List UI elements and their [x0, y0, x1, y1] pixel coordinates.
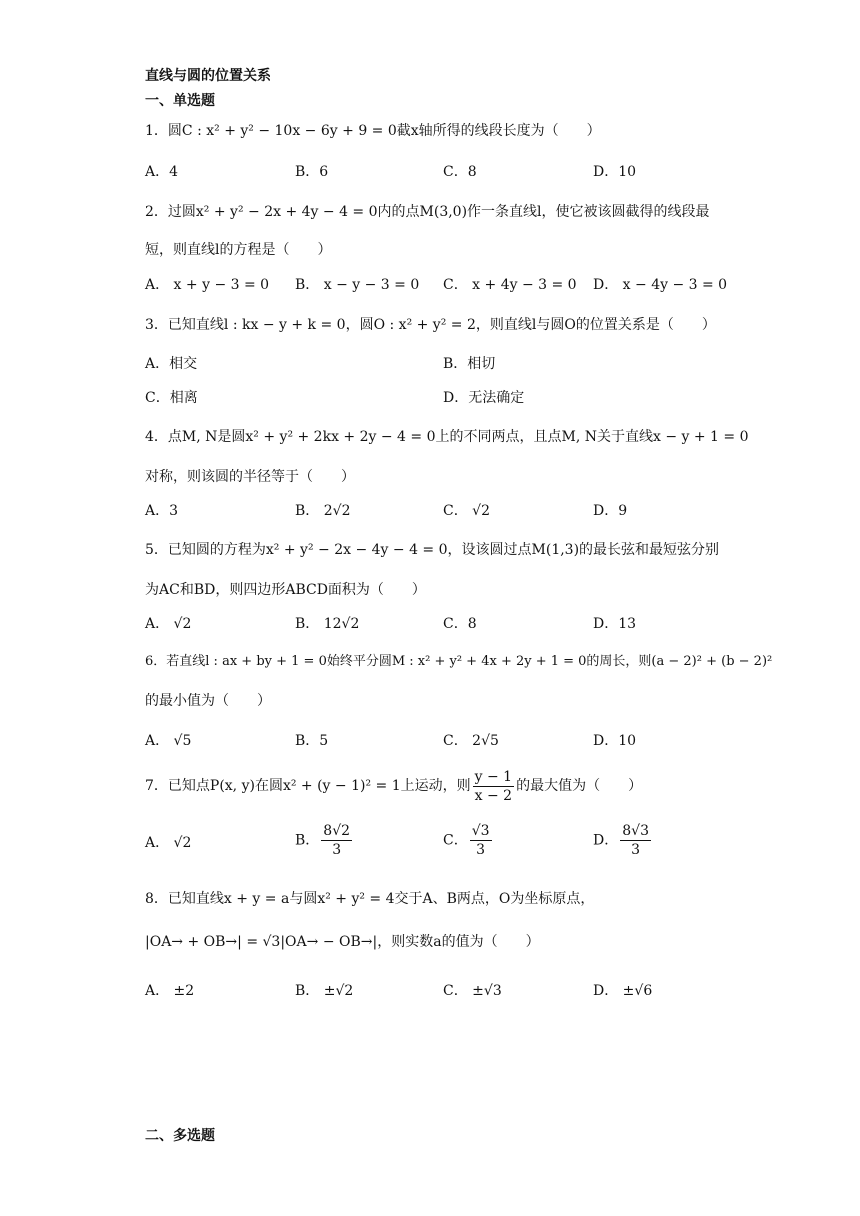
q7-option-d-numerator: 8√3	[622, 823, 649, 839]
q6-option-b: B．5	[295, 733, 329, 749]
q8-option-d: D． ±√6	[593, 983, 653, 999]
question-4-stem-line2: 对称，则该圆的半径等于（ ）	[145, 469, 355, 485]
q7-option-c-fraction	[470, 822, 492, 859]
document-title: 直线与圆的位置关系	[145, 68, 271, 84]
question-6-stem-line1: 6．若直线l : ax + by + 1 = 0始终平分圆M : x² + y² + 4x + 2y + 1 = 0的周长，则(a − 2)² + (b − 2)²	[145, 654, 773, 669]
q7-fraction-numerator: y − 1	[474, 768, 513, 785]
q7-option-b-fraction	[321, 822, 352, 859]
q3-option-b: B．相切	[443, 356, 496, 372]
q5-option-b: B． 12√2	[295, 616, 360, 632]
q7-option-d	[593, 822, 653, 859]
q6-option-c: C． 2√5	[443, 733, 499, 749]
q6-option-d: D．10	[593, 733, 637, 749]
q7-option-b-label: B．	[295, 832, 320, 849]
question-2-stem-line1: 2．过圆x² + y² − 2x + 4y − 4 = 0内的点M(3,0)作一条直线l，使它被该圆截得的线段最	[145, 204, 710, 220]
q7-option-c	[443, 822, 494, 859]
q1-option-c: C．8	[443, 164, 477, 180]
q4-option-c: C． √2	[443, 503, 490, 519]
section-heading-multiple-choice: 二、多选题	[145, 1128, 215, 1144]
q3-option-c: C．相离	[145, 390, 198, 406]
q1-option-a: A．4	[145, 164, 179, 180]
q2-option-d: D． x − 4y − 3 = 0	[593, 277, 728, 293]
q8-option-a: A． ±2	[145, 983, 195, 999]
q8-option-b: B． ±√2	[295, 983, 354, 999]
q2-option-c: C． x + 4y − 3 = 0	[443, 277, 577, 293]
q4-option-b: B． 2√2	[295, 503, 351, 519]
q1-option-d: D．10	[593, 164, 637, 180]
question-8-stem-line2: |OA→ + OB→| = √3|OA→ − OB→|，则实数a的值为（ ）	[145, 934, 540, 950]
section-heading-single-choice: 一、单选题	[145, 93, 215, 109]
q7-option-b-denominator: 3	[332, 842, 342, 858]
q5-option-c: C．8	[443, 616, 477, 632]
question-4-stem-line1: 4．点M, N是圆x² + y² + 2kx + 2y − 4 = 0上的不同两点，且点M, N关于直线x − y + 1 = 0	[145, 429, 749, 445]
q5-option-d: D．13	[593, 616, 637, 632]
q7-option-d-fraction	[620, 822, 651, 859]
q7-option-b	[295, 822, 354, 859]
q4-option-a: A．3	[145, 503, 179, 519]
question-3-stem: 3．已知直线l : kx − y + k = 0，圆O : x² + y² = 2，则直线l与圆O的位置关系是（ ）	[145, 317, 716, 333]
question-8-stem-line1: 8．已知直线x + y = a与圆x² + y² = 4交于A、B两点，O为坐标原点，	[145, 891, 595, 907]
q7-option-b-numerator: 8√2	[323, 823, 351, 839]
q7-fraction	[473, 768, 514, 805]
q7-fraction-denominator: x − 2	[474, 787, 513, 804]
q7-stem-part2: 的最大值为（ ）	[516, 778, 643, 794]
q3-option-a: A．相交	[145, 356, 198, 372]
q7-option-c-numerator: √3	[471, 823, 490, 839]
q1-option-b: B．6	[295, 164, 329, 180]
q7-option-c-label: C．	[443, 832, 468, 849]
q7-option-d-denominator: 3	[631, 842, 641, 858]
q8-option-c: C． ±√3	[443, 983, 502, 999]
q5-option-a: A． √2	[145, 616, 192, 632]
q4-option-d: D．9	[593, 503, 628, 519]
q2-option-a: A． x + y − 3 = 0	[145, 277, 270, 293]
q7-stem-part1: 7．已知点P(x, y)在圆x² + (y − 1)² = 1上运动，则	[145, 778, 471, 794]
q7-option-a: A． √2	[145, 835, 192, 851]
question-2-stem-line2: 短，则直线l的方程是（ ）	[145, 242, 332, 258]
question-5-stem-line2: 为AC和BD，则四边形ABCD面积为（ ）	[145, 582, 426, 598]
q6-option-a: A． √5	[145, 733, 192, 749]
q7-option-c-denominator: 3	[476, 842, 486, 858]
question-1-stem: 1．圆C : x² + y² − 10x − 6y + 9 = 0截x轴所得的线段长度为（ ）	[145, 123, 601, 139]
question-7-stem	[145, 766, 642, 806]
q3-option-d: D．无法确定	[443, 390, 525, 406]
q7-option-d-label: D．	[593, 832, 619, 849]
q2-option-b: B． x − y − 3 = 0	[295, 277, 420, 293]
question-5-stem-line1: 5．已知圆的方程为x² + y² − 2x − 4y − 4 = 0，设该圆过点M(1,3)的最长弦和最短弦分别	[145, 542, 720, 558]
question-6-stem-line2: 的最小值为（ ）	[145, 693, 271, 709]
